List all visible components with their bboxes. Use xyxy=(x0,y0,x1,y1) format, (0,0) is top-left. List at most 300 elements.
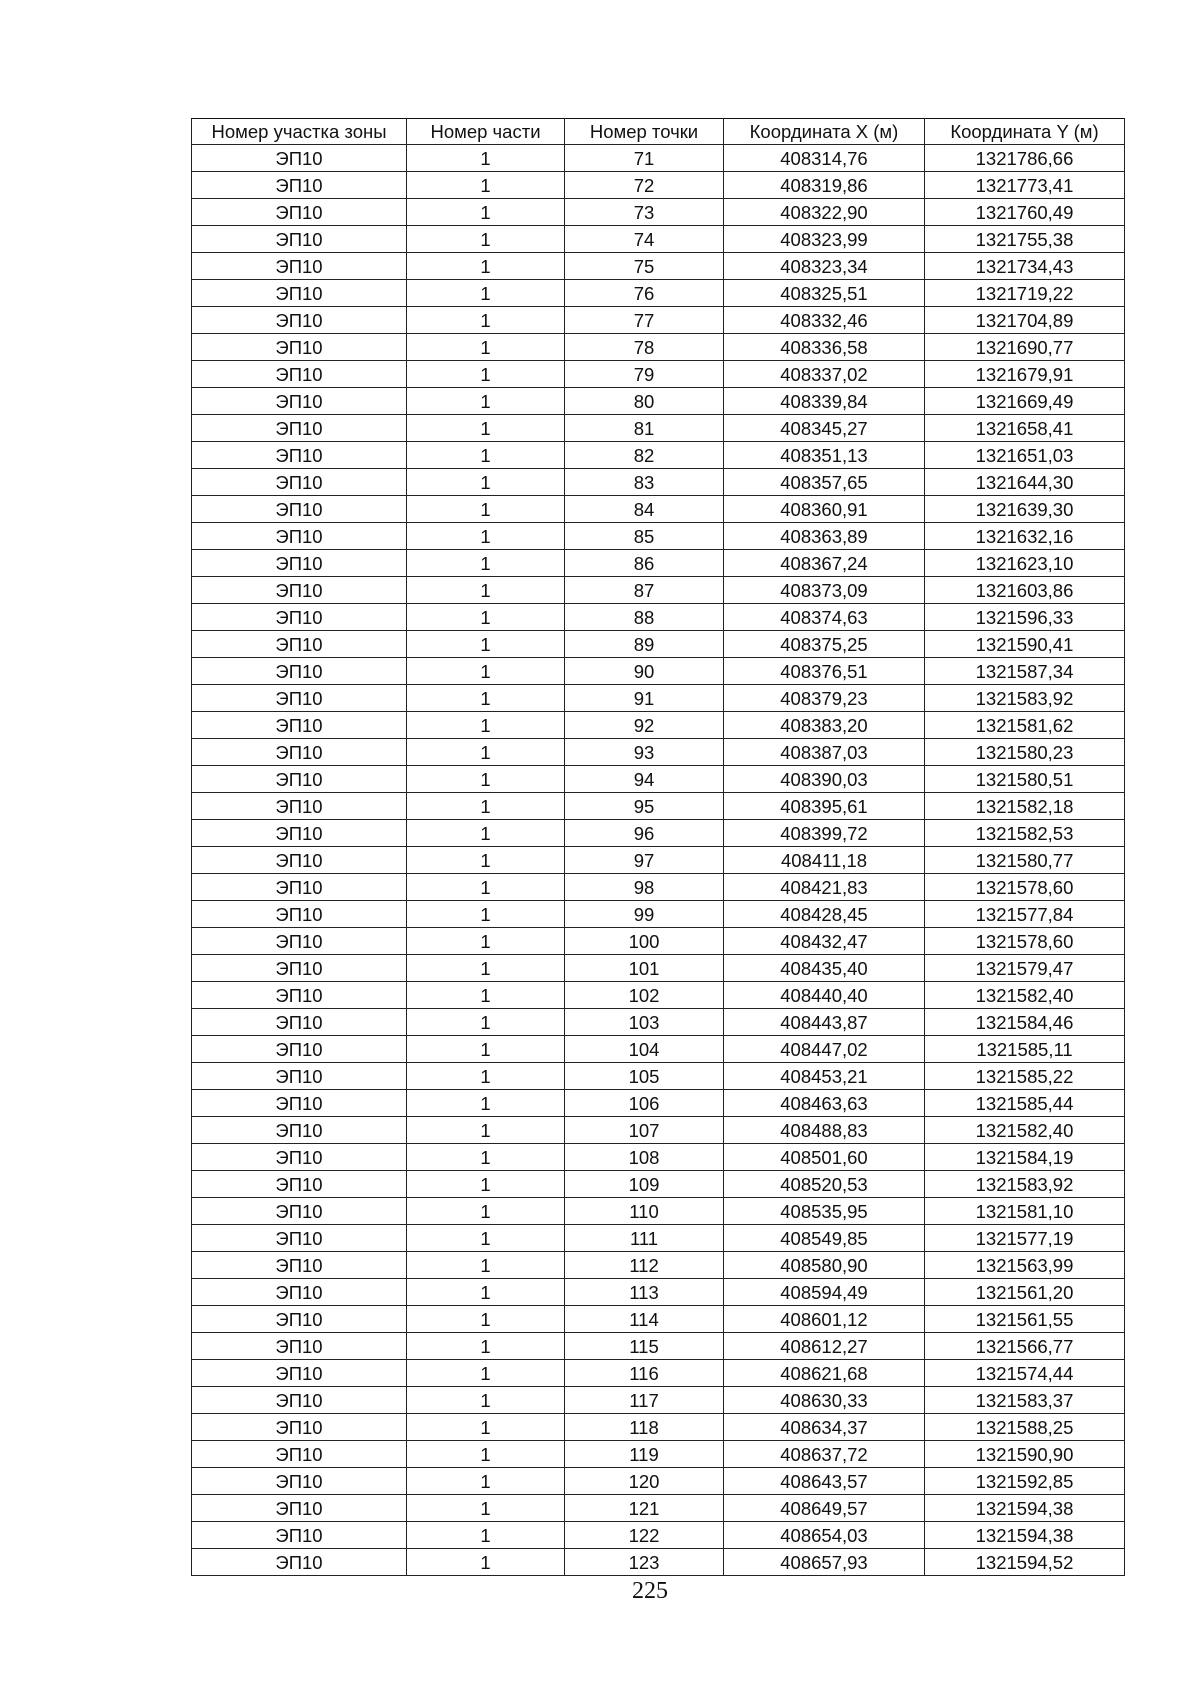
zone-section-cell: ЭП10 xyxy=(192,145,407,172)
coordinate-x-cell: 408367,24 xyxy=(724,550,925,577)
coordinate-y-cell: 1321580,77 xyxy=(925,847,1125,874)
zone-section-cell: ЭП10 xyxy=(192,766,407,793)
coordinate-x-cell: 408390,03 xyxy=(724,766,925,793)
zone-section-cell: ЭП10 xyxy=(192,1117,407,1144)
part-number-cell: 1 xyxy=(407,1549,565,1576)
coordinate-y-cell: 1321583,92 xyxy=(925,1171,1125,1198)
point-number-cell: 86 xyxy=(565,550,724,577)
coordinate-y-cell: 1321561,55 xyxy=(925,1306,1125,1333)
coordinate-x-cell: 408345,27 xyxy=(724,415,925,442)
point-number-cell: 108 xyxy=(565,1144,724,1171)
zone-section-cell: ЭП10 xyxy=(192,1387,407,1414)
table-row xyxy=(192,280,1125,307)
point-number-cell: 76 xyxy=(565,280,724,307)
zone-section-cell: ЭП10 xyxy=(192,847,407,874)
coordinate-y-cell: 1321719,22 xyxy=(925,280,1125,307)
zone-section-cell: ЭП10 xyxy=(192,955,407,982)
table-row xyxy=(192,685,1125,712)
zone-section-cell: ЭП10 xyxy=(192,1144,407,1171)
coordinate-x-cell: 408322,90 xyxy=(724,199,925,226)
zone-section-cell: ЭП10 xyxy=(192,415,407,442)
point-number-cell: 103 xyxy=(565,1009,724,1036)
coordinate-y-cell: 1321704,89 xyxy=(925,307,1125,334)
point-number-cell: 117 xyxy=(565,1387,724,1414)
point-number-cell: 77 xyxy=(565,307,724,334)
table-row xyxy=(192,307,1125,334)
part-number-cell: 1 xyxy=(407,604,565,631)
part-number-cell: 1 xyxy=(407,1333,565,1360)
coordinate-x-cell: 408383,20 xyxy=(724,712,925,739)
zone-section-cell: ЭП10 xyxy=(192,1171,407,1198)
coordinate-x-cell: 408360,91 xyxy=(724,496,925,523)
point-number-cell: 110 xyxy=(565,1198,724,1225)
part-number-cell: 1 xyxy=(407,145,565,172)
zone-section-cell: ЭП10 xyxy=(192,1252,407,1279)
part-number-cell: 1 xyxy=(407,1495,565,1522)
part-number-cell: 1 xyxy=(407,1387,565,1414)
zone-section-cell: ЭП10 xyxy=(192,1063,407,1090)
table-row xyxy=(192,1279,1125,1306)
coordinate-x-cell: 408332,46 xyxy=(724,307,925,334)
part-number-cell: 1 xyxy=(407,388,565,415)
coordinate-y-cell: 1321594,38 xyxy=(925,1495,1125,1522)
part-number-cell: 1 xyxy=(407,685,565,712)
table-row xyxy=(192,1468,1125,1495)
table-row xyxy=(192,1495,1125,1522)
coordinate-y-cell: 1321580,23 xyxy=(925,739,1125,766)
table-row xyxy=(192,334,1125,361)
part-number-cell: 1 xyxy=(407,1144,565,1171)
zone-section-cell: ЭП10 xyxy=(192,1009,407,1036)
part-number-cell: 1 xyxy=(407,1279,565,1306)
zone-section-cell: ЭП10 xyxy=(192,901,407,928)
part-number-cell: 1 xyxy=(407,361,565,388)
part-number-cell: 1 xyxy=(407,226,565,253)
table-row xyxy=(192,712,1125,739)
coordinate-y-cell: 1321669,49 xyxy=(925,388,1125,415)
part-number-cell: 1 xyxy=(407,928,565,955)
zone-section-cell: ЭП10 xyxy=(192,604,407,631)
table-row xyxy=(192,199,1125,226)
table-row xyxy=(192,415,1125,442)
zone-section-cell: ЭП10 xyxy=(192,226,407,253)
part-number-cell: 1 xyxy=(407,874,565,901)
zone-section-cell: ЭП10 xyxy=(192,1279,407,1306)
coordinate-x-cell: 408374,63 xyxy=(724,604,925,631)
zone-section-cell: ЭП10 xyxy=(192,334,407,361)
coordinate-x-cell: 408363,89 xyxy=(724,523,925,550)
zone-section-cell: ЭП10 xyxy=(192,1441,407,1468)
zone-section-cell: ЭП10 xyxy=(192,307,407,334)
coordinate-x-cell: 408319,86 xyxy=(724,172,925,199)
coordinate-x-cell: 408411,18 xyxy=(724,847,925,874)
coordinate-y-cell: 1321734,43 xyxy=(925,253,1125,280)
point-number-cell: 82 xyxy=(565,442,724,469)
coordinate-x-cell: 408501,60 xyxy=(724,1144,925,1171)
point-number-cell: 123 xyxy=(565,1549,724,1576)
zone-section-cell: ЭП10 xyxy=(192,793,407,820)
coordinate-y-cell: 1321639,30 xyxy=(925,496,1125,523)
coordinate-x-cell: 408520,53 xyxy=(724,1171,925,1198)
part-number-cell: 1 xyxy=(407,1441,565,1468)
part-number-cell: 1 xyxy=(407,982,565,1009)
part-number-cell: 1 xyxy=(407,415,565,442)
header-coordinate-y: Координата Y (м) xyxy=(925,119,1125,145)
zone-section-cell: ЭП10 xyxy=(192,685,407,712)
zone-section-cell: ЭП10 xyxy=(192,1468,407,1495)
zone-section-cell: ЭП10 xyxy=(192,712,407,739)
coordinate-y-cell: 1321574,44 xyxy=(925,1360,1125,1387)
point-number-cell: 96 xyxy=(565,820,724,847)
table-row xyxy=(192,1441,1125,1468)
coordinate-y-cell: 1321579,47 xyxy=(925,955,1125,982)
table-row xyxy=(192,1225,1125,1252)
zone-section-cell: ЭП10 xyxy=(192,442,407,469)
page-number: 225 xyxy=(632,1578,668,1604)
coordinate-x-cell: 408421,83 xyxy=(724,874,925,901)
zone-section-cell: ЭП10 xyxy=(192,982,407,1009)
part-number-cell: 1 xyxy=(407,577,565,604)
part-number-cell: 1 xyxy=(407,1522,565,1549)
table-row xyxy=(192,658,1125,685)
zone-section-cell: ЭП10 xyxy=(192,496,407,523)
coordinate-x-cell: 408440,40 xyxy=(724,982,925,1009)
table-row xyxy=(192,1306,1125,1333)
coordinate-x-cell: 408323,34 xyxy=(724,253,925,280)
table-row xyxy=(192,1009,1125,1036)
table-row xyxy=(192,145,1125,172)
point-number-cell: 90 xyxy=(565,658,724,685)
part-number-cell: 1 xyxy=(407,1468,565,1495)
point-number-cell: 85 xyxy=(565,523,724,550)
table-row xyxy=(192,469,1125,496)
coordinate-x-cell: 408337,02 xyxy=(724,361,925,388)
zone-section-cell: ЭП10 xyxy=(192,253,407,280)
table-row xyxy=(192,1036,1125,1063)
part-number-cell: 1 xyxy=(407,955,565,982)
coordinate-x-cell: 408447,02 xyxy=(724,1036,925,1063)
table-row xyxy=(192,793,1125,820)
part-number-cell: 1 xyxy=(407,631,565,658)
zone-section-cell: ЭП10 xyxy=(192,469,407,496)
coordinate-x-cell: 408612,27 xyxy=(724,1333,925,1360)
table-row xyxy=(192,1333,1125,1360)
point-number-cell: 115 xyxy=(565,1333,724,1360)
part-number-cell: 1 xyxy=(407,1171,565,1198)
part-number-cell: 1 xyxy=(407,658,565,685)
table-row xyxy=(192,577,1125,604)
coordinate-x-cell: 408580,90 xyxy=(724,1252,925,1279)
coordinate-y-cell: 1321561,20 xyxy=(925,1279,1125,1306)
part-number-cell: 1 xyxy=(407,1117,565,1144)
point-number-cell: 100 xyxy=(565,928,724,955)
point-number-cell: 81 xyxy=(565,415,724,442)
coordinate-y-cell: 1321577,84 xyxy=(925,901,1125,928)
point-number-cell: 122 xyxy=(565,1522,724,1549)
zone-section-cell: ЭП10 xyxy=(192,1549,407,1576)
coordinate-x-cell: 408432,47 xyxy=(724,928,925,955)
coordinate-x-cell: 408601,12 xyxy=(724,1306,925,1333)
zone-section-cell: ЭП10 xyxy=(192,577,407,604)
zone-section-cell: ЭП10 xyxy=(192,1495,407,1522)
table-row xyxy=(192,1144,1125,1171)
point-number-cell: 102 xyxy=(565,982,724,1009)
coordinate-x-cell: 408336,58 xyxy=(724,334,925,361)
coordinate-x-cell: 408549,85 xyxy=(724,1225,925,1252)
coordinate-y-cell: 1321590,41 xyxy=(925,631,1125,658)
table-row xyxy=(192,523,1125,550)
part-number-cell: 1 xyxy=(407,469,565,496)
coordinate-x-cell: 408453,21 xyxy=(724,1063,925,1090)
point-number-cell: 74 xyxy=(565,226,724,253)
point-number-cell: 95 xyxy=(565,793,724,820)
coordinate-y-cell: 1321594,52 xyxy=(925,1549,1125,1576)
zone-section-cell: ЭП10 xyxy=(192,280,407,307)
table-row xyxy=(192,1198,1125,1225)
table-row xyxy=(192,550,1125,577)
coordinate-y-cell: 1321583,37 xyxy=(925,1387,1125,1414)
part-number-cell: 1 xyxy=(407,253,565,280)
coordinate-x-cell: 408654,03 xyxy=(724,1522,925,1549)
zone-section-cell: ЭП10 xyxy=(192,1090,407,1117)
coordinate-y-cell: 1321578,60 xyxy=(925,928,1125,955)
part-number-cell: 1 xyxy=(407,496,565,523)
zone-section-cell: ЭП10 xyxy=(192,874,407,901)
table-row xyxy=(192,253,1125,280)
part-number-cell: 1 xyxy=(407,766,565,793)
coordinate-x-cell: 408649,57 xyxy=(724,1495,925,1522)
part-number-cell: 1 xyxy=(407,1306,565,1333)
coordinate-y-cell: 1321603,86 xyxy=(925,577,1125,604)
part-number-cell: 1 xyxy=(407,199,565,226)
part-number-cell: 1 xyxy=(407,820,565,847)
coordinate-y-cell: 1321623,10 xyxy=(925,550,1125,577)
point-number-cell: 105 xyxy=(565,1063,724,1090)
zone-section-cell: ЭП10 xyxy=(192,172,407,199)
coordinate-x-cell: 408375,25 xyxy=(724,631,925,658)
table-row xyxy=(192,874,1125,901)
header-zone-section-number: Номер участка зоны xyxy=(192,119,407,145)
coordinate-y-cell: 1321581,10 xyxy=(925,1198,1125,1225)
coordinate-y-cell: 1321581,62 xyxy=(925,712,1125,739)
zone-section-cell: ЭП10 xyxy=(192,1225,407,1252)
table-body xyxy=(192,145,1125,1576)
zone-section-cell: ЭП10 xyxy=(192,928,407,955)
table-header-row xyxy=(192,119,1125,145)
part-number-cell: 1 xyxy=(407,1252,565,1279)
table-row xyxy=(192,901,1125,928)
part-number-cell: 1 xyxy=(407,712,565,739)
coordinate-y-cell: 1321582,53 xyxy=(925,820,1125,847)
point-number-cell: 91 xyxy=(565,685,724,712)
coordinate-y-cell: 1321584,46 xyxy=(925,1009,1125,1036)
coordinate-y-cell: 1321584,19 xyxy=(925,1144,1125,1171)
zone-section-cell: ЭП10 xyxy=(192,820,407,847)
coordinate-x-cell: 408443,87 xyxy=(724,1009,925,1036)
part-number-cell: 1 xyxy=(407,901,565,928)
point-number-cell: 121 xyxy=(565,1495,724,1522)
table-row xyxy=(192,1252,1125,1279)
part-number-cell: 1 xyxy=(407,307,565,334)
zone-section-cell: ЭП10 xyxy=(192,199,407,226)
zone-section-cell: ЭП10 xyxy=(192,1333,407,1360)
coordinate-x-cell: 408463,63 xyxy=(724,1090,925,1117)
table-row xyxy=(192,442,1125,469)
coordinate-y-cell: 1321590,90 xyxy=(925,1441,1125,1468)
coordinate-y-cell: 1321585,11 xyxy=(925,1036,1125,1063)
part-number-cell: 1 xyxy=(407,172,565,199)
coordinate-y-cell: 1321577,19 xyxy=(925,1225,1125,1252)
part-number-cell: 1 xyxy=(407,1036,565,1063)
point-number-cell: 120 xyxy=(565,1468,724,1495)
zone-section-cell: ЭП10 xyxy=(192,1306,407,1333)
zone-section-cell: ЭП10 xyxy=(192,1522,407,1549)
point-number-cell: 78 xyxy=(565,334,724,361)
coordinate-y-cell: 1321592,85 xyxy=(925,1468,1125,1495)
table-row xyxy=(192,1360,1125,1387)
coordinate-x-cell: 408373,09 xyxy=(724,577,925,604)
table-row xyxy=(192,820,1125,847)
coordinate-y-cell: 1321588,25 xyxy=(925,1414,1125,1441)
coordinate-x-cell: 408634,37 xyxy=(724,1414,925,1441)
table-row xyxy=(192,496,1125,523)
point-number-cell: 89 xyxy=(565,631,724,658)
coordinate-y-cell: 1321585,22 xyxy=(925,1063,1125,1090)
coordinate-y-cell: 1321582,40 xyxy=(925,1117,1125,1144)
coordinate-y-cell: 1321596,33 xyxy=(925,604,1125,631)
point-number-cell: 75 xyxy=(565,253,724,280)
coordinate-x-cell: 408435,40 xyxy=(724,955,925,982)
coordinate-y-cell: 1321658,41 xyxy=(925,415,1125,442)
point-number-cell: 80 xyxy=(565,388,724,415)
coordinate-x-cell: 408387,03 xyxy=(724,739,925,766)
part-number-cell: 1 xyxy=(407,1063,565,1090)
part-number-cell: 1 xyxy=(407,739,565,766)
point-number-cell: 92 xyxy=(565,712,724,739)
point-number-cell: 104 xyxy=(565,1036,724,1063)
part-number-cell: 1 xyxy=(407,1090,565,1117)
table-row xyxy=(192,1414,1125,1441)
coordinate-y-cell: 1321632,16 xyxy=(925,523,1125,550)
coordinate-y-cell: 1321773,41 xyxy=(925,172,1125,199)
point-number-cell: 94 xyxy=(565,766,724,793)
zone-section-cell: ЭП10 xyxy=(192,1360,407,1387)
coordinate-x-cell: 408630,33 xyxy=(724,1387,925,1414)
point-number-cell: 97 xyxy=(565,847,724,874)
coordinate-x-cell: 408314,76 xyxy=(724,145,925,172)
table-row xyxy=(192,739,1125,766)
table-row xyxy=(192,1549,1125,1576)
point-number-cell: 71 xyxy=(565,145,724,172)
part-number-cell: 1 xyxy=(407,1198,565,1225)
coordinate-x-cell: 408395,61 xyxy=(724,793,925,820)
zone-section-cell: ЭП10 xyxy=(192,1414,407,1441)
point-number-cell: 109 xyxy=(565,1171,724,1198)
point-number-cell: 106 xyxy=(565,1090,724,1117)
table-row xyxy=(192,766,1125,793)
zone-section-cell: ЭП10 xyxy=(192,550,407,577)
coordinate-x-cell: 408399,72 xyxy=(724,820,925,847)
part-number-cell: 1 xyxy=(407,1360,565,1387)
zone-section-cell: ЭП10 xyxy=(192,631,407,658)
zone-section-cell: ЭП10 xyxy=(192,739,407,766)
coordinate-x-cell: 408643,57 xyxy=(724,1468,925,1495)
coordinate-x-cell: 408637,72 xyxy=(724,1441,925,1468)
part-number-cell: 1 xyxy=(407,442,565,469)
zone-section-cell: ЭП10 xyxy=(192,361,407,388)
header-point-number: Номер точки xyxy=(565,119,724,145)
coordinate-x-cell: 408594,49 xyxy=(724,1279,925,1306)
table-row xyxy=(192,1387,1125,1414)
table-row xyxy=(192,226,1125,253)
coordinate-y-cell: 1321582,18 xyxy=(925,793,1125,820)
coordinate-y-cell: 1321755,38 xyxy=(925,226,1125,253)
part-number-cell: 1 xyxy=(407,550,565,577)
point-number-cell: 119 xyxy=(565,1441,724,1468)
table-row xyxy=(192,1117,1125,1144)
coordinate-y-cell: 1321644,30 xyxy=(925,469,1125,496)
table-row xyxy=(192,1090,1125,1117)
coordinate-y-cell: 1321760,49 xyxy=(925,199,1125,226)
coordinate-x-cell: 408657,93 xyxy=(724,1549,925,1576)
part-number-cell: 1 xyxy=(407,1009,565,1036)
coordinate-x-cell: 408379,23 xyxy=(724,685,925,712)
coordinate-y-cell: 1321690,77 xyxy=(925,334,1125,361)
table-row xyxy=(192,1063,1125,1090)
coordinate-y-cell: 1321583,92 xyxy=(925,685,1125,712)
point-number-cell: 101 xyxy=(565,955,724,982)
coordinate-x-cell: 408351,13 xyxy=(724,442,925,469)
point-number-cell: 72 xyxy=(565,172,724,199)
point-number-cell: 118 xyxy=(565,1414,724,1441)
coordinates-table xyxy=(191,118,1125,1576)
coordinate-y-cell: 1321578,60 xyxy=(925,874,1125,901)
coordinate-y-cell: 1321679,91 xyxy=(925,361,1125,388)
part-number-cell: 1 xyxy=(407,793,565,820)
zone-section-cell: ЭП10 xyxy=(192,1036,407,1063)
coordinate-x-cell: 408428,45 xyxy=(724,901,925,928)
coordinate-y-cell: 1321594,38 xyxy=(925,1522,1125,1549)
coordinate-y-cell: 1321786,66 xyxy=(925,145,1125,172)
point-number-cell: 88 xyxy=(565,604,724,631)
part-number-cell: 1 xyxy=(407,1225,565,1252)
table-row xyxy=(192,955,1125,982)
coordinate-y-cell: 1321587,34 xyxy=(925,658,1125,685)
coordinate-y-cell: 1321563,99 xyxy=(925,1252,1125,1279)
point-number-cell: 98 xyxy=(565,874,724,901)
point-number-cell: 83 xyxy=(565,469,724,496)
coordinate-y-cell: 1321566,77 xyxy=(925,1333,1125,1360)
part-number-cell: 1 xyxy=(407,847,565,874)
table-row xyxy=(192,847,1125,874)
part-number-cell: 1 xyxy=(407,1414,565,1441)
point-number-cell: 113 xyxy=(565,1279,724,1306)
zone-section-cell: ЭП10 xyxy=(192,1198,407,1225)
table-row xyxy=(192,928,1125,955)
coordinate-x-cell: 408323,99 xyxy=(724,226,925,253)
coordinate-x-cell: 408535,95 xyxy=(724,1198,925,1225)
coordinate-y-cell: 1321582,40 xyxy=(925,982,1125,1009)
point-number-cell: 112 xyxy=(565,1252,724,1279)
coordinate-x-cell: 408621,68 xyxy=(724,1360,925,1387)
point-number-cell: 116 xyxy=(565,1360,724,1387)
point-number-cell: 114 xyxy=(565,1306,724,1333)
point-number-cell: 84 xyxy=(565,496,724,523)
table-row xyxy=(192,361,1125,388)
part-number-cell: 1 xyxy=(407,334,565,361)
point-number-cell: 111 xyxy=(565,1225,724,1252)
coordinate-x-cell: 408325,51 xyxy=(724,280,925,307)
